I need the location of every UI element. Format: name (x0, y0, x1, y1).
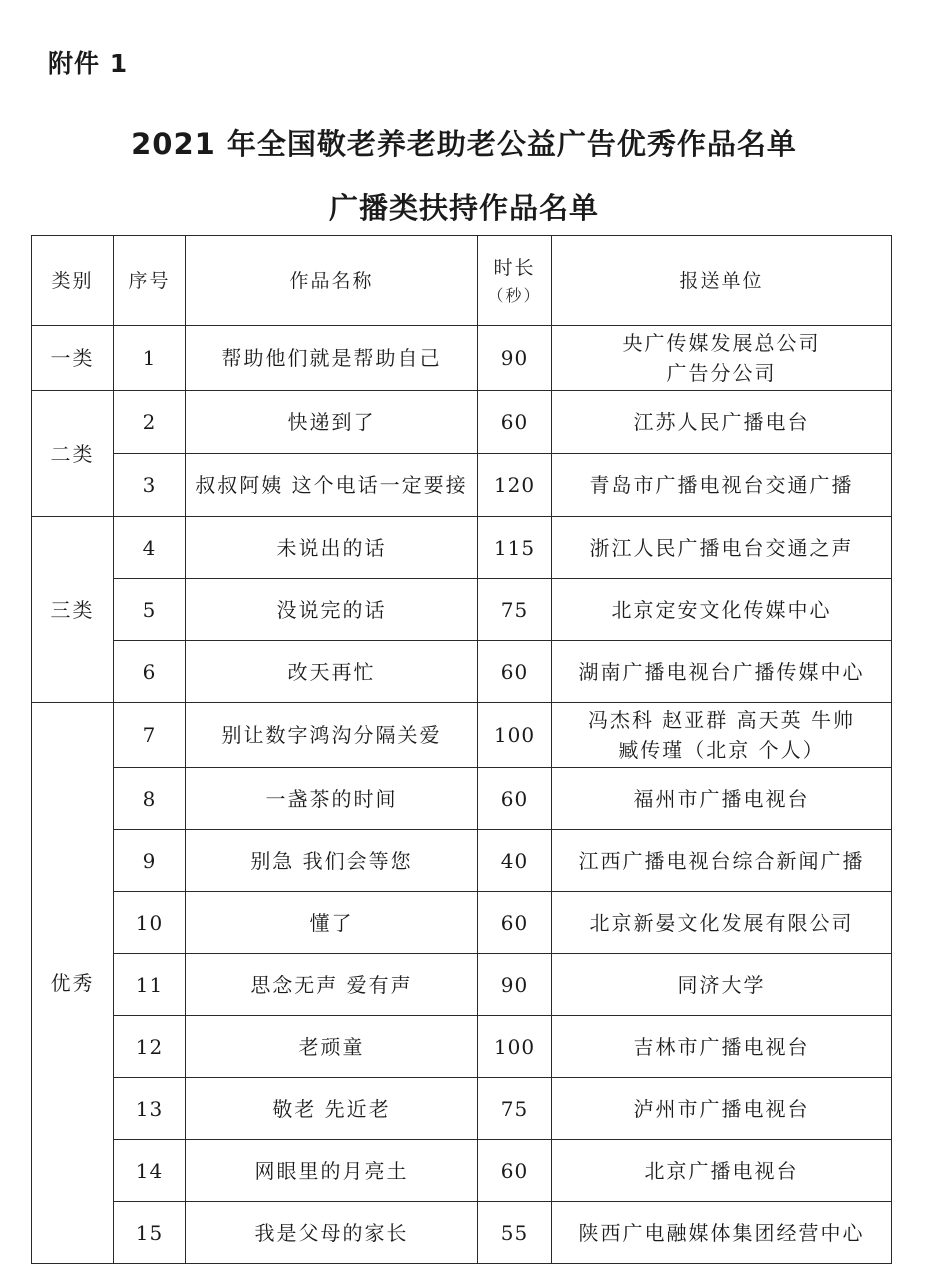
submitter-line: 湖南广播电视台广播传媒中心 (578, 659, 865, 684)
table-row (32, 768, 892, 830)
submitter-line: 吉林市广播电视台 (633, 1034, 810, 1059)
work-name-cell: 别让数字鸿沟分隔关爱 (186, 703, 478, 768)
table-header-row (32, 236, 892, 326)
work-name-cell: 网眼里的月亮土 (186, 1140, 478, 1202)
submitter-cell (552, 703, 892, 768)
attachment-label: 附件 1 (48, 49, 129, 78)
submitter-line: 北京定安文化传媒中心 (611, 597, 832, 622)
index-cell: 2 (114, 391, 186, 454)
submitter-cell (552, 517, 892, 579)
duration-cell: 90 (478, 954, 552, 1016)
table-row (32, 641, 892, 703)
index-cell: 12 (114, 1016, 186, 1078)
table-row (32, 703, 892, 768)
index-cell: 15 (114, 1202, 186, 1264)
duration-cell: 100 (478, 1016, 552, 1078)
index-cell: 1 (114, 326, 186, 391)
category-cell: 二类 (32, 391, 114, 517)
duration-cell: 60 (478, 1140, 552, 1202)
table-row (32, 517, 892, 579)
work-name-cell: 敬老 先近老 (186, 1078, 478, 1140)
duration-cell: 60 (478, 641, 552, 703)
work-name-cell: 一盏茶的时间 (186, 768, 478, 830)
submitter-cell (552, 641, 892, 703)
index-cell: 14 (114, 1140, 186, 1202)
submitter-line: 冯杰科 赵亚群 高天英 牛帅 (587, 708, 856, 732)
header-submitter: 报送单位 (552, 236, 892, 326)
header-category: 类别 (32, 236, 114, 326)
submitter-cell (552, 326, 892, 391)
submitter-cell (552, 454, 892, 517)
category-cell: 优秀 (32, 703, 114, 1264)
duration-cell: 60 (478, 391, 552, 454)
submitter-cell (552, 1140, 892, 1202)
duration-cell: 60 (478, 768, 552, 830)
header-duration (478, 236, 552, 326)
submitter-line: 臧传瑾（北京 个人） (618, 738, 825, 762)
work-name-cell: 别急 我们会等您 (186, 830, 478, 892)
submitter-line: 央广传媒发展总公司 (622, 331, 821, 355)
duration-cell: 75 (478, 1078, 552, 1140)
index-cell: 9 (114, 830, 186, 892)
table-row (32, 391, 892, 454)
table-row (32, 326, 892, 391)
work-name-cell: 未说出的话 (186, 517, 478, 579)
work-name-cell: 改天再忙 (186, 641, 478, 703)
index-cell: 5 (114, 579, 186, 641)
submitter-cell (552, 391, 892, 454)
header-work-name: 作品名称 (186, 236, 478, 326)
submitter-line: 北京新晏文化发展有限公司 (589, 910, 854, 935)
work-name-cell: 老顽童 (186, 1016, 478, 1078)
table-body (32, 326, 892, 1264)
submitter-cell (552, 892, 892, 954)
works-table (31, 235, 892, 1264)
duration-cell: 55 (478, 1202, 552, 1264)
submitter-cell (552, 1202, 892, 1264)
index-cell: 8 (114, 768, 186, 830)
submitter-cell (552, 768, 892, 830)
submitter-cell (552, 1078, 892, 1140)
table-row (32, 1016, 892, 1078)
table-row (32, 954, 892, 1016)
duration-cell: 100 (478, 703, 552, 768)
work-name-cell: 快递到了 (186, 391, 478, 454)
submitter-line: 青岛市广播电视台交通广播 (589, 473, 854, 497)
table-row (32, 1202, 892, 1264)
work-name-cell: 我是父母的家长 (186, 1202, 478, 1264)
index-cell: 4 (114, 517, 186, 579)
document-title: 2021 年全国敬老养老助老公益广告优秀作品名单 (131, 127, 797, 161)
submitter-line: 泸州市广播电视台 (633, 1096, 810, 1121)
duration-cell: 75 (478, 579, 552, 641)
submitter-line: 同济大学 (677, 972, 766, 997)
index-cell: 13 (114, 1078, 186, 1140)
table-row (32, 892, 892, 954)
submitter-line: 江苏人民广播电台 (633, 410, 810, 434)
table-row (32, 1140, 892, 1202)
submitter-cell (552, 579, 892, 641)
table-row (32, 1078, 892, 1140)
header-duration-unit: （秒） (487, 285, 542, 305)
submitter-cell (552, 1016, 892, 1078)
category-cell: 一类 (32, 326, 114, 391)
work-name-cell: 叔叔阿姨 这个电话一定要接 (186, 454, 478, 517)
duration-cell: 120 (478, 454, 552, 517)
category-cell: 三类 (32, 517, 114, 703)
submitter-cell (552, 954, 892, 1016)
work-name-cell: 没说完的话 (186, 579, 478, 641)
submitter-cell (552, 830, 892, 892)
work-name-cell: 思念无声 爱有声 (186, 954, 478, 1016)
document-subtitle: 广播类扶持作品名单 (328, 191, 599, 225)
duration-cell: 115 (478, 517, 552, 579)
header-index: 序号 (114, 236, 186, 326)
table-row (32, 579, 892, 641)
submitter-line: 广告分公司 (666, 361, 777, 385)
submitter-line: 浙江人民广播电台交通之声 (589, 535, 854, 560)
submitter-line: 北京广播电视台 (644, 1158, 799, 1183)
table-row (32, 830, 892, 892)
duration-cell: 90 (478, 326, 552, 391)
table-row (32, 454, 892, 517)
index-cell: 7 (114, 703, 186, 768)
index-cell: 3 (114, 454, 186, 517)
header-duration-label: 时长 (493, 256, 536, 279)
duration-cell: 40 (478, 830, 552, 892)
work-name-cell: 懂了 (186, 892, 478, 954)
submitter-line: 福州市广播电视台 (633, 786, 810, 811)
duration-cell: 60 (478, 892, 552, 954)
index-cell: 6 (114, 641, 186, 703)
index-cell: 10 (114, 892, 186, 954)
submitter-line: 江西广播电视台综合新闻广播 (578, 848, 865, 873)
index-cell: 11 (114, 954, 186, 1016)
submitter-line: 陕西广电融媒体集团经营中心 (578, 1220, 865, 1245)
work-name-cell: 帮助他们就是帮助自己 (186, 326, 478, 391)
